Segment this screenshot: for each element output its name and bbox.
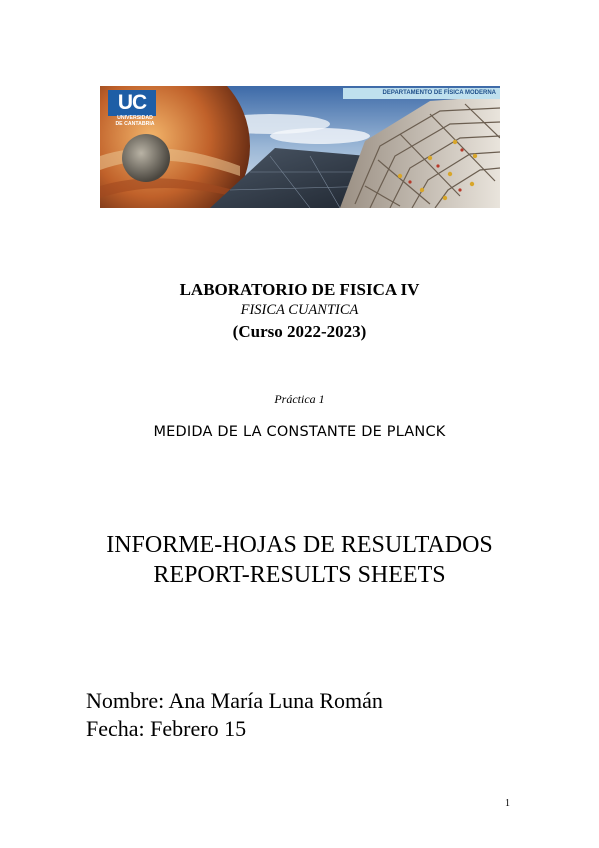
date-line xyxy=(86,716,246,742)
university-name-line1: UNIVERSIDAD xyxy=(117,115,153,121)
header-banner xyxy=(100,86,500,208)
course-year: (Curso 2022-2023) xyxy=(232,322,367,341)
university-name xyxy=(106,115,164,127)
student-name-line xyxy=(86,688,383,714)
report-title-es: INFORME-HOJAS DE RESULTADOS xyxy=(106,532,493,558)
name-label: Nombre: xyxy=(86,688,165,713)
practice-title: MEDIDA DE LA CONSTANTE DE PLANCK xyxy=(153,424,446,440)
course-title: LABORATORIO DE FISICA IV xyxy=(179,280,420,299)
name-value: Ana María Luna Román xyxy=(168,688,383,713)
report-title-en: REPORT-RESULTS SHEETS xyxy=(153,562,446,588)
university-name-line2: DE CANTABRIA xyxy=(115,121,155,127)
banner-image xyxy=(100,86,500,208)
date-label: Fecha: xyxy=(86,716,145,741)
university-logo: UC xyxy=(108,90,156,116)
course-subject: FISICA CUANTICA xyxy=(240,302,359,318)
department-label: DEPARTAMENTO DE FÍSICA MODERNA xyxy=(343,88,500,99)
date-value: Febrero 15 xyxy=(150,716,247,741)
page-number: 1 xyxy=(505,798,510,809)
practice-label: Práctica 1 xyxy=(274,392,325,406)
